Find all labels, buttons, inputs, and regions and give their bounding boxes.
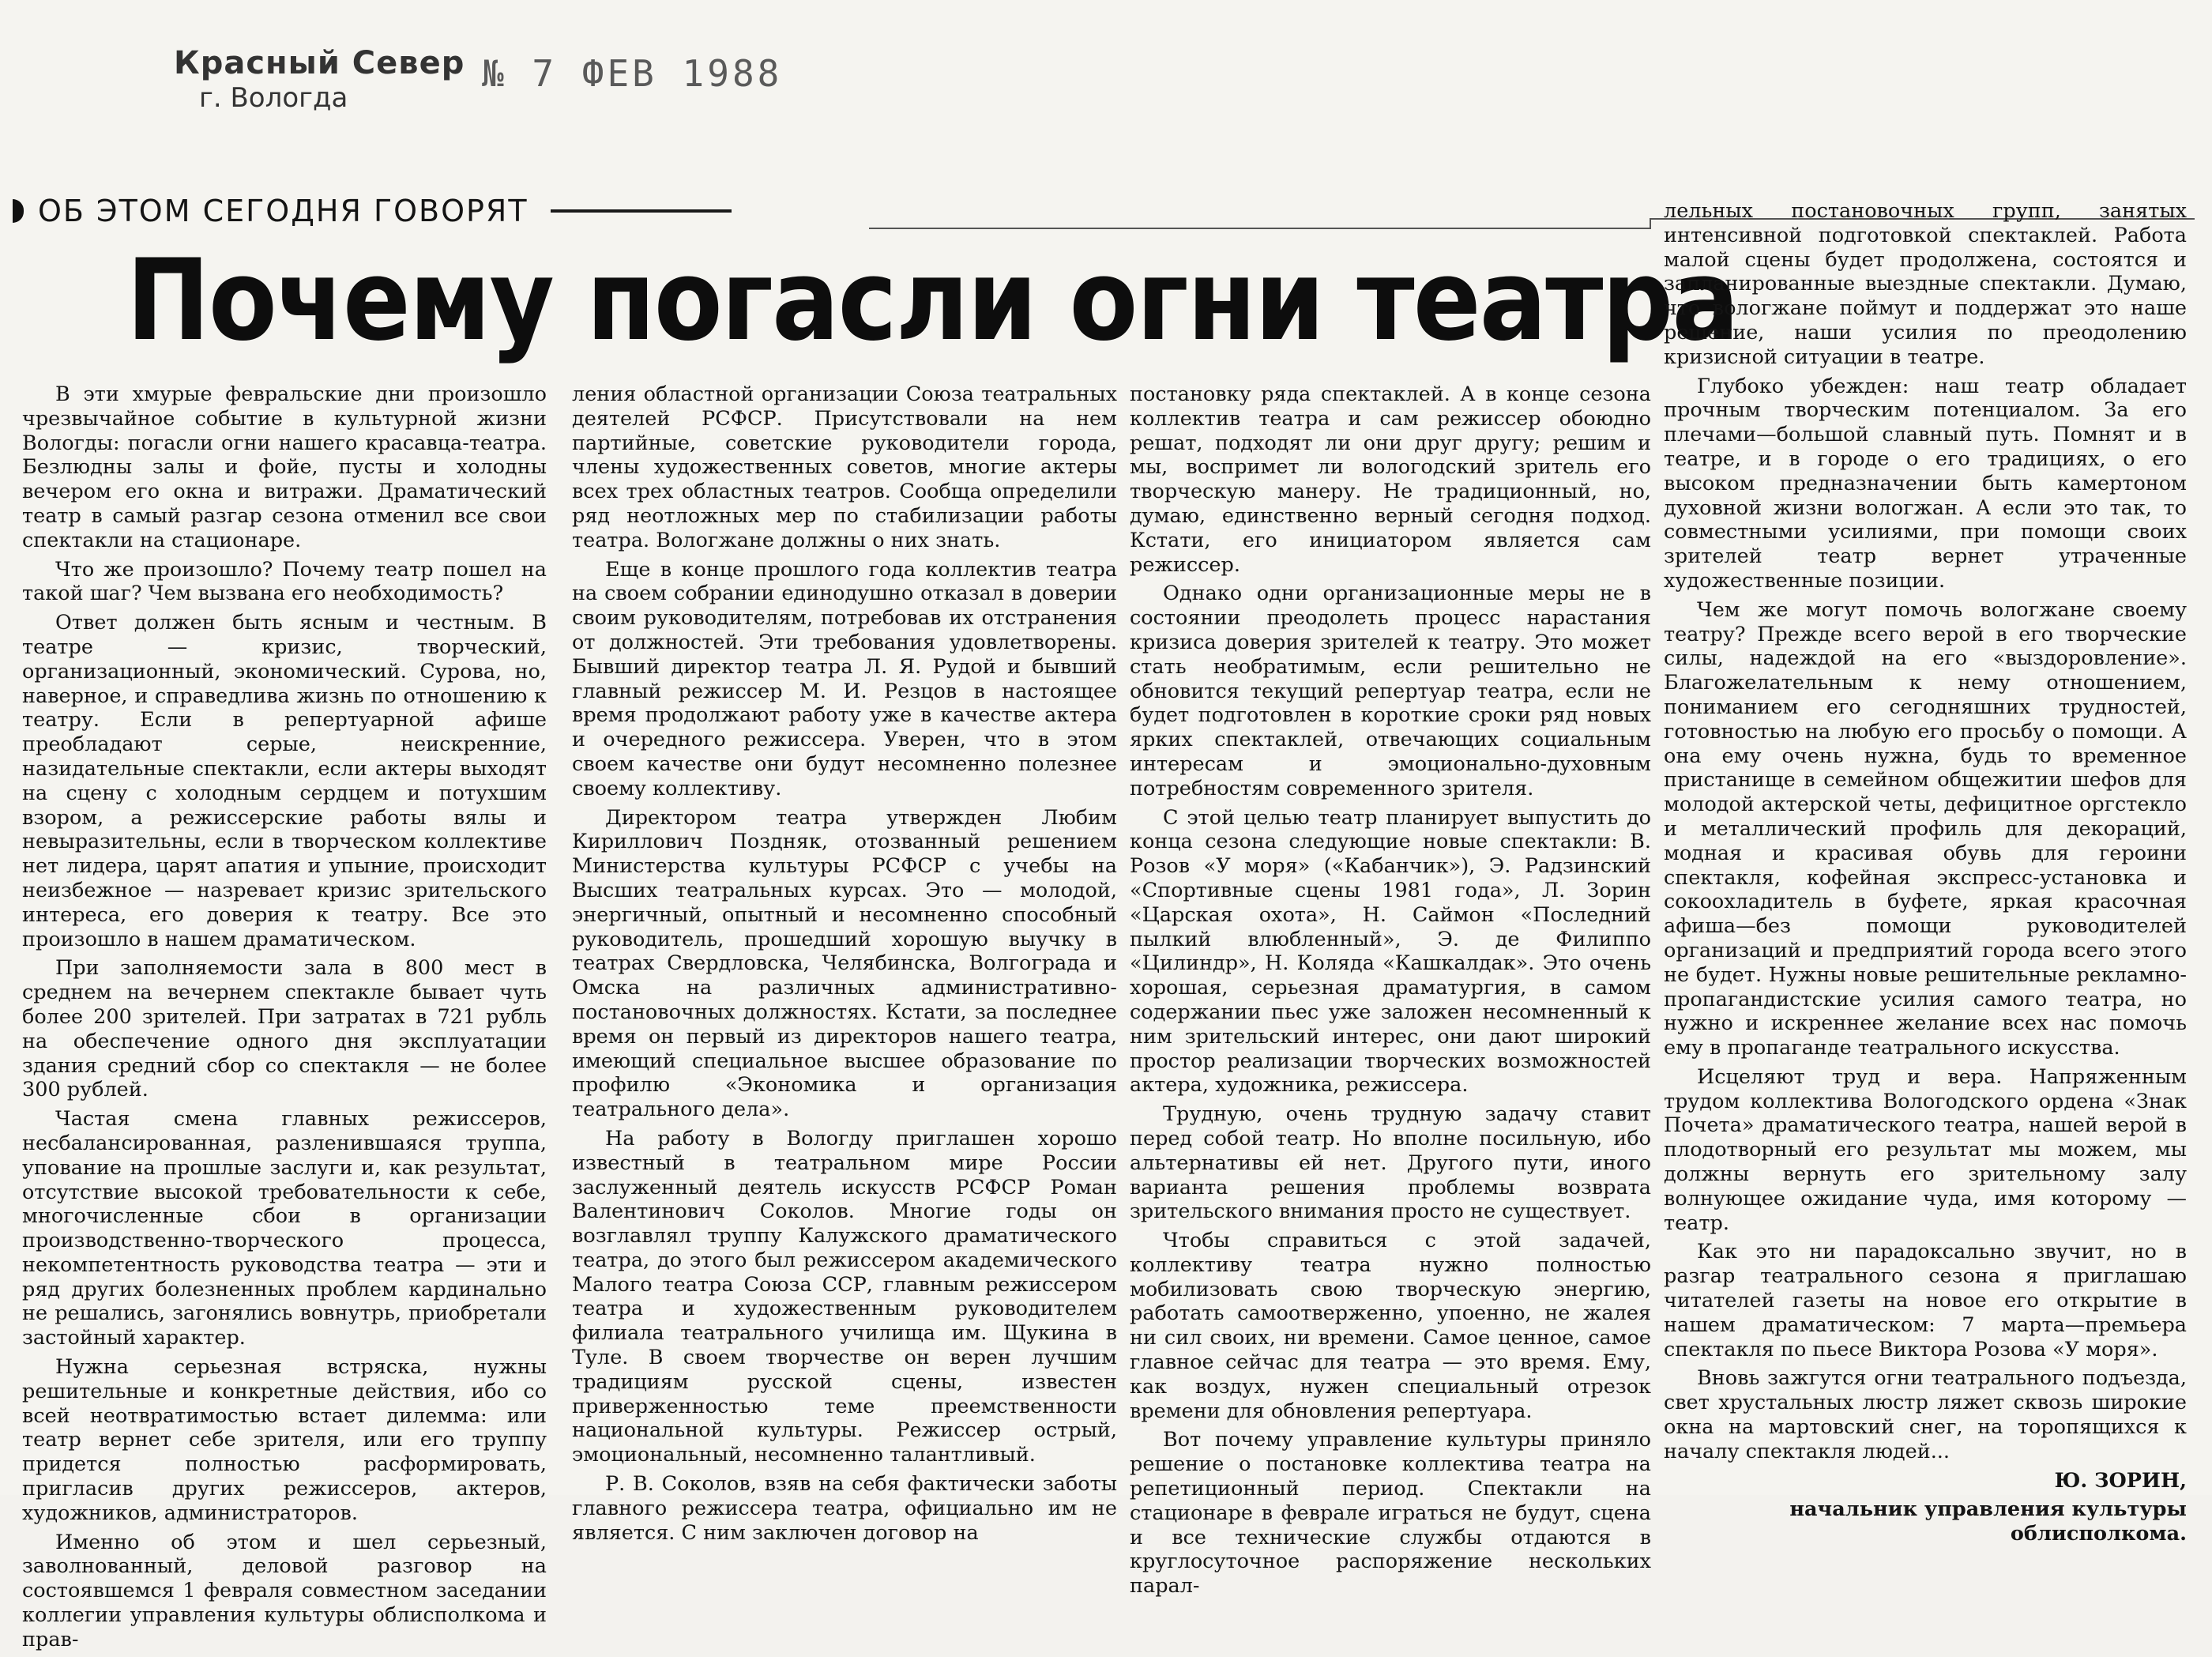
paragraph: Вновь зажгутся огни театрального подъезда, свет хрустальных люстр ляжет сквозь широкие окна на мартовский снег, на торопящихся к началу спектакля людей... [1664, 1366, 2187, 1463]
rubric-rule [551, 209, 732, 213]
clipping-right-edge [1650, 218, 1651, 229]
paragraph: Ответ должен быть ясным и честным. В театре — кризис, творческий, организационный, экономический. Сурова, но, наверное, и справедлива жизнь по отношению к театру. Если в репертуарной афише преобладают серые, неискренние, назидательные спектакли, если актеры выходят на сцену с холодным сердцем и потухшим взором, а режиссерские работы вялы и невыразительны, если в творческом коллективе нет лидера, царят апатия и упыние, происходит неизбежное — назревает кризис зрительского интереса, его доверия к театру. Все это произошло в нашем драматическом. [22, 611, 547, 951]
article-column-2 [572, 382, 1117, 1550]
paragraph: Еще в конце прошлого года коллектив театра на своем собрании единодушно отказал в доверии своим руководителям, потребовав их отстранения от должностей. Эти требования удовлетворены. Бывший директор театра Л. Я. Рудой и бывший главный режиссер М. И. Резцов в настоящее время продолжают работу уже в качестве актера и очередного режиссера. Уверен, что в этом своем качестве они будут несомненно полезнее своему коллективу. [572, 557, 1117, 800]
author-signature: Ю. ЗОРИН, [2054, 1468, 2187, 1493]
paragraph: С этой целью театр планирует выпустить до конца сезона следующие новые спектакли: В. Розов «У моря» («Кабанчик»), Э. Радзинский «Спортивные сцены 1981 года», Л. Зорин «Царская охота», Н. Саймон «Последний пылкий влюбленный», Э. де Филиппо «Цилиндр», Н. Коляда «Кашкалдак». Это очень хорошая, серьезная драматургия, в самом содержании пьес уже заложен несомненный к ним зрительский интерес, они дают широкий простор реализации творческих возможностей актера, художника, режиссера. [1130, 805, 1651, 1098]
paragraph: Частая смена главных режиссеров, несбалансированная, разленившаяся труппа, упование на прошлые заслуги и, как результат, отсутствие высокой требовательности к себе, многочисленные сбои в организации производственно-творческого процесса, некомпетентность руководства театра — эти и ряд других болезненных проблем кардинально не решались, загонялись вовнутрь, приобретали застойный характер. [22, 1107, 547, 1350]
article-column-4 [1664, 199, 2187, 1551]
article-column-1 [22, 382, 547, 1657]
paragraph: Глубоко убежден: наш театр обладает прочным творческим потенциалом. За его плечами—большой славный путь. Помнят и в театре, и в городе о его традициях, о его высоком предназначении быть камертоном духовной жизни вологжан. А если это так, то совместными усилиями, при помощи своих зрителей театр вернет утраченные художественные позиции. [1664, 374, 2187, 593]
paragraph: Именно об этом и шел серьезный, заволнованный, деловой разговор на состоявшемся 1 февраля совместном заседании коллегии управления культуры облисполкома и прав- [22, 1530, 547, 1651]
date-stamp: № 7 ФЕВ 1988 [482, 52, 783, 95]
paragraph: постановку ряда спектаклей. А в конце сезона коллектив театра и сам режиссер обоюдно решат, подходят ли они друг другу; решим и мы, воспримет ли вологодский зритель его творческую манеру. Не традиционный, но, думаю, единственно верный сегодня подход. Кстати, его инициатором является сам режиссер. [1130, 382, 1651, 577]
headline: Почему погасли огни театра [126, 235, 1738, 366]
paragraph: При заполняемости зала в 800 мест в среднем на вечернем спектакле бывает чуть более 200 зрителей. При затратах в 721 рубль на обеспечение одного дня эксплуатации здания средний сбор со спектакля — не более 300 рублей. [22, 956, 547, 1102]
paragraph: Однако одни организационные меры не в состоянии преодолеть процесс нарастания кризиса доверия зрителей к театру. Это может стать необратимым, если решительно не обновится текущий репертуар театра, если не будет подготовлен в короткие сроки ряд новых ярких спектаклей, отвечающих социальным интересам и эмоционально-духовным потребностям современного зрителя. [1130, 582, 1651, 800]
paragraph: В эти хмурые февральские дни произошло чрезвычайное событие в культурной жизни Вологды: погасли огни нашего красавца-театра. Безлюдны залы и фойе, пусты и холодны вечером его окна и витражи. Драматический театр в самый разгар сезона отменил все свои спектакли на стационаре. [22, 382, 547, 552]
paragraph: лельных постановочных групп, занятых интенсивной подготовкой спектаклей. Работа малой сцены будет продолжена, состоятся и запланированные выездные спектакли. Думаю, что вологжане поймут и поддержат это наше решение, наши усилия по преодолению кризисной ситуации в театре. [1664, 199, 2187, 369]
paragraph: Директором театра утвержден Любим Кириллович Поздняк, отозванный решением Министерства культуры РСФСР с учебы на Высших театральных курсах. Это — молодой, энергичный, опытный и несомненно способный руководитель, прошедший хорошую выучку в театрах Свердловска, Челябинска, Волгограда и Омска на различных административно-постановочных должностях. Кстати, за последнее время он первый из директоров нашего театра, имеющий специальное высшее образование по профилю «Экономика и организация театрального дела». [572, 805, 1117, 1122]
clipping-top-edge [869, 228, 1651, 229]
newspaper-stamp [174, 44, 465, 114]
paragraph: Как это ни парадоксально звучит, но в разгар театрального сезона я приглашаю читателей газеты на новое его открытие в нашем драматическом: 7 марта—премьера спектакля по пьесе Виктора Розова «У моря». [1664, 1240, 2187, 1361]
newspaper-city: г. Вологда [199, 82, 348, 114]
rubric-marker-icon [13, 199, 24, 223]
paragraph: Что же произошло? Почему театр пошел на такой шаг? Чем вызвана его необходимость? [22, 557, 547, 606]
paragraph: Исцеляют труд и вера. Напряженным трудом коллектива Вологодского ордена «Знак Почета» драматического театра, нашей верой в плодотворный его результат мы можем, мы должны вернуть его зрительному залу волнующее ожидание чуда, имя которому — театр. [1664, 1064, 2187, 1235]
author-title: начальник управления культуры облисполкома. [1789, 1497, 2187, 1546]
paragraph: Вот почему управление культуры приняло решение о постановке коллектива театра на репетиционный период. Спектакли на стационаре в феврале играться не будут, сцена и все технические службы отдаются в круглосуточное распоряжение нескольких парал- [1130, 1428, 1651, 1599]
rubric-text: ОБ ЭТОМ СЕГОДНЯ ГОВОРЯТ [38, 194, 529, 228]
paragraph: На работу в Вологду приглашен хорошо известный в театральном мире России заслуженный деятель искусств РСФСР Роман Валентинович Соколов. Многие годы он возглавлял труппу Калужского драматического театра, до этого был режиссером академического Малого театра Союза ССР, главным режиссером театра и художественным руководителем филиала театрального училища им. Щукина в Туле. В своем творчестве он верен лучшим традициям русской сцены, известен приверженностью теме преемственности национальной культуры. Режиссер острый, эмоциональный, несомненно талантливый. [572, 1126, 1117, 1467]
paragraph: Чтобы справиться с этой задачей, коллективу театра нужно полностью мобилизовать свою творческую энергию, работать самоотверженно, упоенно, не жалея ни сил своих, ни времени. Самое ценное, самое главное сейчас для театра — это время. Ему, как воздух, нужен специальный отрезок времени для обновления репертуара. [1130, 1229, 1651, 1423]
rubric [13, 193, 739, 229]
paragraph: Нужна серьезная встряска, нужны решительные и конкретные действия, ибо со всей неотвратимостью встает дилемма: или театр вернет себе зрителя, или его труппу придется полностью расформировать, пригласив других режиссеров, актеров, художников, администраторов. [22, 1355, 547, 1525]
article-column-3 [1130, 382, 1651, 1603]
newspaper-name: Красный Север [174, 45, 465, 81]
paragraph: Р. В. Соколов, взяв на себя фактически заботы главного режиссера театра, официально им не является. С ним заключен договор на [572, 1472, 1117, 1545]
paragraph: Чем же могут помочь вологжане своему театру? Прежде всего верой в его творческие силы, надеждой на его «выздоровление». Благожелательным к нему отношением, пониманием его сегодняшних трудностей, готовностью на любую его просьбу о помощи. А она ему очень нужна, будь то временное пристанище в семейном общежитии шефов для молодой актерской четы, дефицитное оргстекло и металлический профиль для декораций, модная и красивая обувь для героини спектакля, кофейная экспресс-установка и сокоохладитель в буфете, яркая красочная афиша—без помощи руководителей организаций и предприятий города всего этого не будет. Нужны новые решительные рекламно-пропагандистские усилия самого театра, но нужно и искреннее желание всех нас помочь ему в пропаганде театрального искусства. [1664, 597, 2187, 1060]
paragraph: Трудную, очень трудную задачу ставит перед собой театр. Но вполне посильную, ибо альтернативы ей нет. Другого пути, иного варианта решения проблемы возврата зрительского внимания просто не существует. [1130, 1102, 1651, 1224]
paragraph: ления областной организации Союза театральных деятелей РСФСР. Присутствовали на нем партийные, советские руководители города, члены художественных советов, многие актеры всех трех областных театров. Сообща определили ряд неотложных мер по стабилизации работы театра. Вологжане должны о них знать. [572, 382, 1117, 552]
